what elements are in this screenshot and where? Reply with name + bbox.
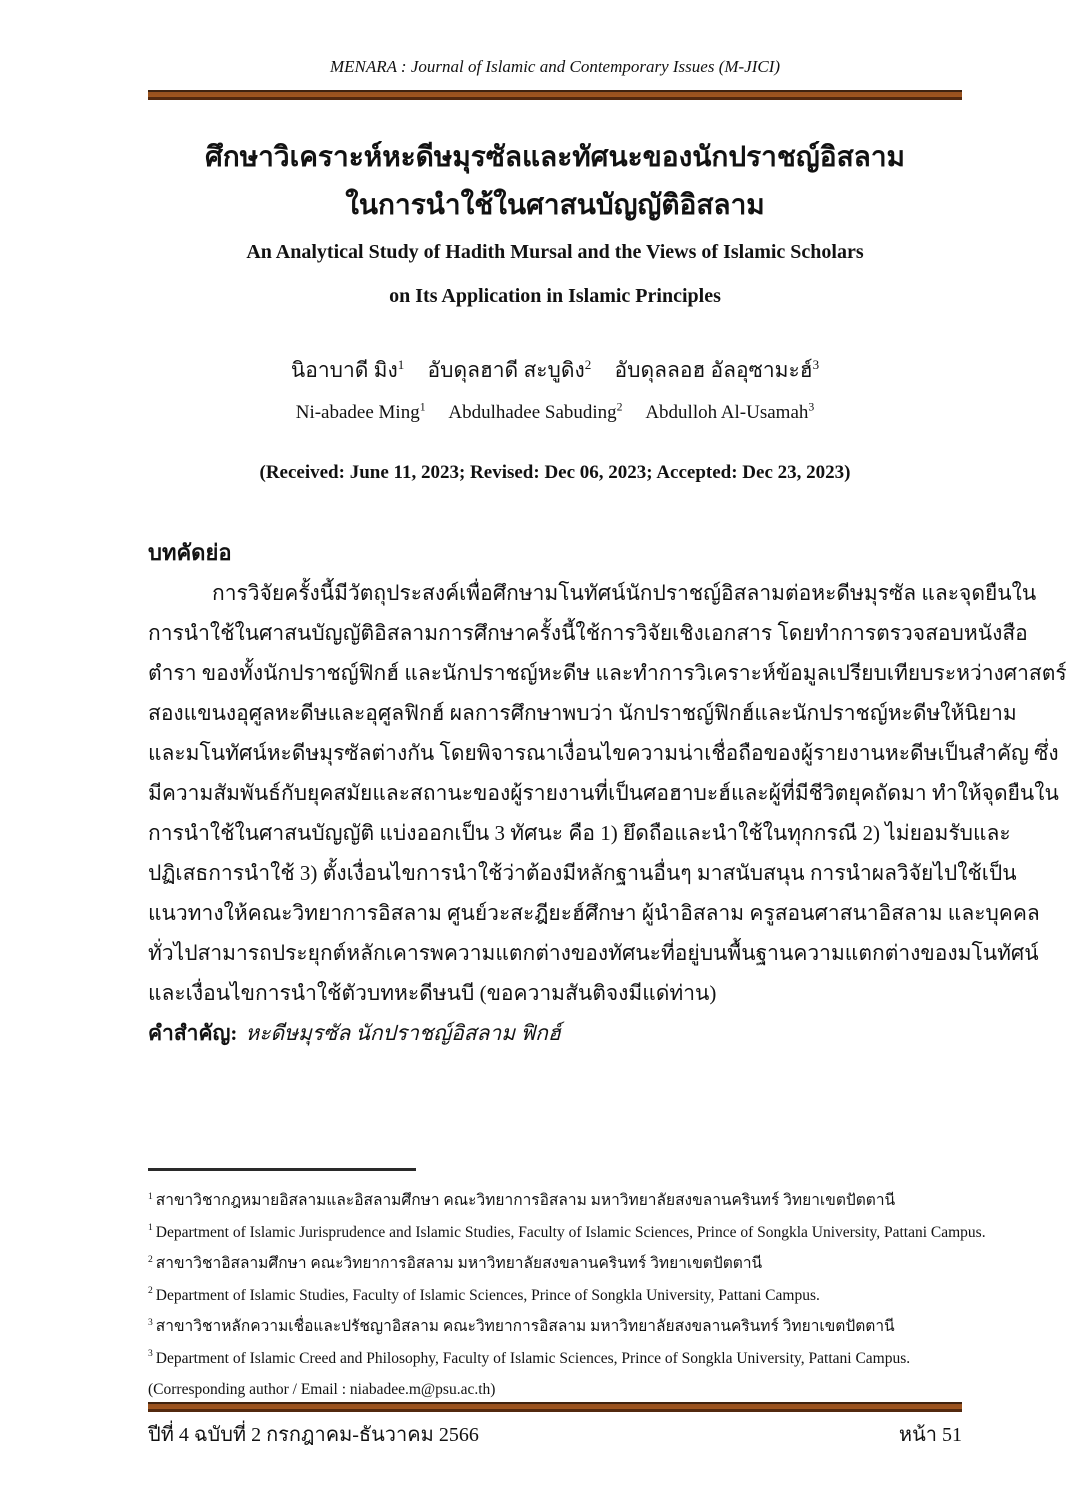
abstract-line: และเงื่อนไขการนำใช้ตัวบทหะดีษนบี (ขอความสันติจงมีแด่ท่าน): [148, 981, 717, 1005]
footnote-affiliation-english-1: $^1$ Department of Islamic Jurisprudence and Islamic Studies, Faculty of Islamic Sciences, Prince of Songkla University, Pattani Campus.: [148, 1222, 986, 1241]
author-english-3: Abdulloh Al-Usamah$^3$: [645, 400, 815, 423]
author-thai-1: นิอาบาดี มิง$^1$: [290, 357, 405, 382]
authors-thai: [148, 352, 962, 388]
received-revised-accepted: (Received: June 11, 2023; Revised: Dec 06, 2023; Accepted: Dec 23, 2023): [259, 462, 851, 483]
author-footnote-marker: 2: [616, 400, 623, 414]
abstract-body: [148, 573, 1067, 1013]
abstract-line: และมโนทัศน์หะดีษมุรซัลต่างกัน โดยพิจารณาเงื่อนไขความน่าเชื่อถือของผู้รายงานหะดีษเป็นสำคัญ ซึ่ง: [148, 741, 1059, 765]
keywords-text: หะดีษมุรซัล นักปราชญ์อิสลาม ฟิกฮ์: [245, 1021, 561, 1045]
footnote-affiliation-thai-2: $^2$ สาขาวิชาอิสลามศึกษา คณะวิทยาการอิสลาม มหาวิทยาลัยสงขลานครินทร์ วิทยาเขตปัตตานี: [148, 1253, 763, 1272]
footnote-affiliation-english-3: $^3$ Department of Islamic Creed and Philosophy, Faculty of Islamic Sciences, Prince of Songkla University, Pattani Campus.: [148, 1348, 911, 1367]
abstract-line: ทั่วไปสามารถประยุกต์หลักเคารพความแตกต่างของทัศนะที่อยู่บนพื้นฐานความแตกต่างของมโนทัศน์: [148, 941, 1039, 965]
article-title-thai-line1: ศึกษาวิเคราะห์หะดีษมุรซัลและทัศนะของนักปราชญ์อิสลาม: [205, 142, 905, 173]
corresponding-author-line: (Corresponding author / Email : niabadee.m@psu.ac.th): [148, 1381, 496, 1398]
footnote-marker: 2: [148, 1285, 153, 1297]
abstract-heading: บทคัดย่อ: [148, 540, 232, 565]
journal-header-title: MENARA : Journal of Islamic and Contemporary Issues (M-JICI): [329, 57, 781, 76]
author-footnote-marker: 2: [584, 357, 592, 372]
author-footnote-marker: 3: [808, 400, 815, 414]
abstract-line: การวิจัยครั้งนี้มีวัตถุประสงค์เพื่อศึกษามโนทัศน์นักปราชญ์อิสลามต่อหะดีษมุรซัล และจุดยืนใน: [212, 581, 1037, 605]
footnote-separator: [148, 1168, 416, 1171]
article-title-english-line2: on Its Application in Islamic Principles: [389, 285, 721, 307]
abstract-line: มีความสัมพันธ์กับยุคสมัยและสถานะของผู้รายงานที่เป็นศอฮาบะฮ์และผู้ที่มีชีวิตยุคถัดมา ทำให้จุดยืนใน: [148, 781, 1059, 805]
authors-english: [148, 395, 962, 431]
abstract-line: การนำใช้ในศาสนบัญญัติอิสลามการศึกษาครั้งนี้ใช้การวิจัยเชิงเอกสาร โดยทำการตรวจสอบหนังสือ: [148, 621, 1028, 645]
abstract-line: ตำรา ของทั้งนักปราชญ์ฟิกฮ์ และนักปราชญ์หะดีษ และทำการวิเคราะห์ข้อมูลเปรียบเทียบระหว่างศาสตร์: [148, 661, 1067, 685]
footnote-marker: 3: [148, 1316, 153, 1328]
article-title-english-line1: An Analytical Study of Hadith Mursal and the Views of Islamic Scholars: [246, 241, 864, 263]
footnote-marker: 3: [148, 1348, 153, 1360]
abstract-line: การนำใช้ในศาสนบัญญัติ แบ่งออกเป็น 3 ทัศนะ คือ 1) ยึดถือและนำใช้ในทุกกรณี 2) ไม่ยอมรับและ: [148, 821, 1011, 845]
footnote-marker: 1: [148, 1222, 153, 1234]
author-thai-2: อับดุลฮาดี สะบูดิง$^2$: [427, 357, 592, 382]
author-english-2: Abdulhadee Sabuding$^2$: [448, 400, 623, 423]
footnote-affiliation-thai-1: $^1$ สาขาวิชากฎหมายอิสลามและอิสลามศึกษา คณะวิทยาการอิสลาม มหาวิทยาลัยสงขลานครินทร์ วิทยาเขตปัตตานี: [148, 1190, 896, 1209]
footer-rule: [148, 1402, 962, 1412]
footnote-marker: 2: [148, 1253, 153, 1265]
footnote-affiliation-english-2: $^2$ Department of Islamic Studies, Faculty of Islamic Sciences, Prince of Songkla University, Pattani Campus.: [148, 1285, 820, 1304]
abstract-line: ปฏิเสธการนำใช้ 3) ตั้งเงื่อนไขการนำใช้ว่าต้องมีหลักฐานอื่นๆ มาสนับสนุน การนำผลวิจัยไปใช้เป็น: [148, 861, 1017, 885]
header-rule: [148, 90, 962, 100]
footer-page-number: หน้า 51: [898, 1424, 962, 1446]
abstract-line: สองแขนงอุศูลหะดีษและอุศูลฟิกฮ์ ผลการศึกษาพบว่า นักปราชญ์ฟิกฮ์และนักปราชญ์หะดีษให้นิยาม: [148, 701, 1017, 725]
footnotes-section: [148, 1168, 986, 1406]
article-title-thai-line2: ในการนำใช้ในศาสนบัญญัติอิสลาม: [345, 190, 765, 221]
footnote-affiliation-thai-3: $^3$ สาขาวิชาหลักความเชื่อและปรัชญาอิสลาม คณะวิทยาการอิสลาม มหาวิทยาลัยสงขลานครินทร์ วิทยาเขตปัตตานี: [148, 1316, 895, 1335]
author-footnote-marker: 1: [419, 400, 426, 414]
abstract-line: แนวทางให้คณะวิทยาการอิสลาม ศูนย์วะสะฎียะฮ์ศึกษา ผู้นำอิสลาม ครูสอนศาสนาอิสลาม และบุคคล: [148, 901, 1040, 925]
keywords-label: คำสำคัญ:: [148, 1021, 238, 1045]
page-footer: [148, 1420, 962, 1450]
author-thai-3: อับดุลลอฮ อัลอุซามะฮ์$^3$: [614, 357, 820, 382]
footnote-marker: 1: [148, 1190, 153, 1202]
author-footnote-marker: 3: [812, 357, 820, 372]
author-english-1: Ni-abadee Ming$^1$: [295, 400, 426, 423]
keywords: [148, 1013, 962, 1053]
footer-volume-issue: ปีที่ 4 ฉบับที่ 2 กรกฎาคม-ธันวาคม 2566: [148, 1424, 479, 1446]
author-footnote-marker: 1: [397, 357, 405, 372]
